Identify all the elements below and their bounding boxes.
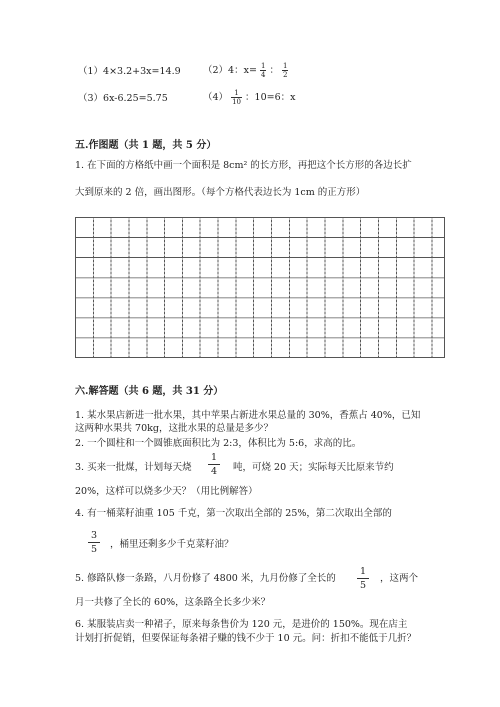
equation-4-prefix: （4） [203, 92, 229, 103]
equation-2-fraction-a [260, 62, 266, 79]
section-6-question-4-line-1: 4. 有一桶菜籽油重 105 千克，第一次取出全部的 25%，第二次取出全部的 [75, 508, 392, 519]
section-6-question-1-line-1: 1. 某水果店新进一批水果，其中苹果占新进水果总量的 30%，香蕉占 40%，已知 [75, 410, 421, 421]
section-6-question-5-fraction [357, 565, 369, 592]
section-6-question-3-line-2: 20%，这样可以烧多少天？（用比例解答） [75, 486, 258, 497]
section-5-heading: 五.作图题（共 1 题，共 5 分） [75, 140, 217, 151]
section-6-question-5-part-a: 5. 修路队修一条路，八月份修了 4800 米，九月份修了全长的 [75, 573, 336, 584]
section-6-question-5-part-b: ，这两个 [380, 573, 419, 584]
fraction-denominator: 4 [210, 466, 218, 477]
fraction-numerator: 1 [208, 451, 220, 465]
section-6-question-1-line-2: 这两种水果共 70kg，这批水果的总量是多少？ [75, 423, 273, 434]
equation-4 [203, 89, 295, 106]
section-6-question-3-part-b: 吨，可烧 20 天；实际每天比原来节约 [233, 462, 394, 473]
section-6-question-4-fraction [88, 529, 100, 556]
fraction-numerator: 1 [282, 62, 288, 70]
section-6-question-4-line-2: ，桶里还剩多少千克菜籽油？ [110, 539, 234, 550]
grid-dash-overlay [76, 218, 444, 357]
fraction-denominator: 5 [359, 580, 367, 591]
fraction-denominator: 2 [282, 71, 288, 79]
section-6-question-3-part-a: 3. 买来一批煤，计划每天烧 [75, 462, 192, 473]
fraction-denominator: 4 [260, 71, 266, 79]
section-6-question-2: 2. 一个圆柱和一个圆锥底面积比为 2:3，体积比为 5:6，求高的比。 [75, 438, 362, 449]
section-6-question-3-fraction [208, 451, 220, 478]
fraction-numerator: 3 [88, 529, 100, 543]
equation-4-suffix: ：10=6：x [245, 92, 296, 103]
equation-1: （1）4×3.2+3x=14.9 [78, 66, 181, 77]
equation-2 [203, 62, 288, 79]
section-6-heading: 六.解答题（共 6 题，共 31 分） [75, 386, 224, 397]
fraction-numerator: 1 [260, 62, 266, 70]
fraction-numerator: 1 [231, 89, 242, 98]
section-6-question-6-line-1: 6. 某服装店卖一种裙子，原来每条售价为 120 元，是进价的 150%。现在店主 [75, 619, 408, 630]
equation-2-prefix: （2）4：x= [203, 65, 257, 76]
equation-2-fraction-b [282, 62, 288, 79]
equation-3: （3）6x-6.25=5.75 [78, 93, 168, 104]
section-6-question-6-line-2: 计划打折促销，但要保证每条裙子赚的钱不少于 10 元。问：折扣不能低于几折？ [75, 633, 417, 644]
section-6-question-5-line-2: 月一共修了全长的 60%，这条路全长多少米？ [75, 597, 271, 608]
section-5-question-1-line-1: 1. 在下面的方格纸中画一个面积是 8cm² 的长方形，再把这个长方形的各边长扩 [75, 160, 412, 171]
fraction-numerator: 1 [357, 565, 369, 579]
fraction-denominator: 5 [90, 544, 98, 555]
equation-4-fraction [231, 89, 242, 106]
equation-2-separator: ： [269, 65, 279, 76]
grid-paper[interactable] [75, 217, 445, 358]
fraction-denominator: 10 [232, 98, 241, 106]
section-5-question-1-line-2: 大到原来的 2 倍，画出图形。（每个方格代表边长为 1cm 的正方形） [75, 187, 366, 198]
